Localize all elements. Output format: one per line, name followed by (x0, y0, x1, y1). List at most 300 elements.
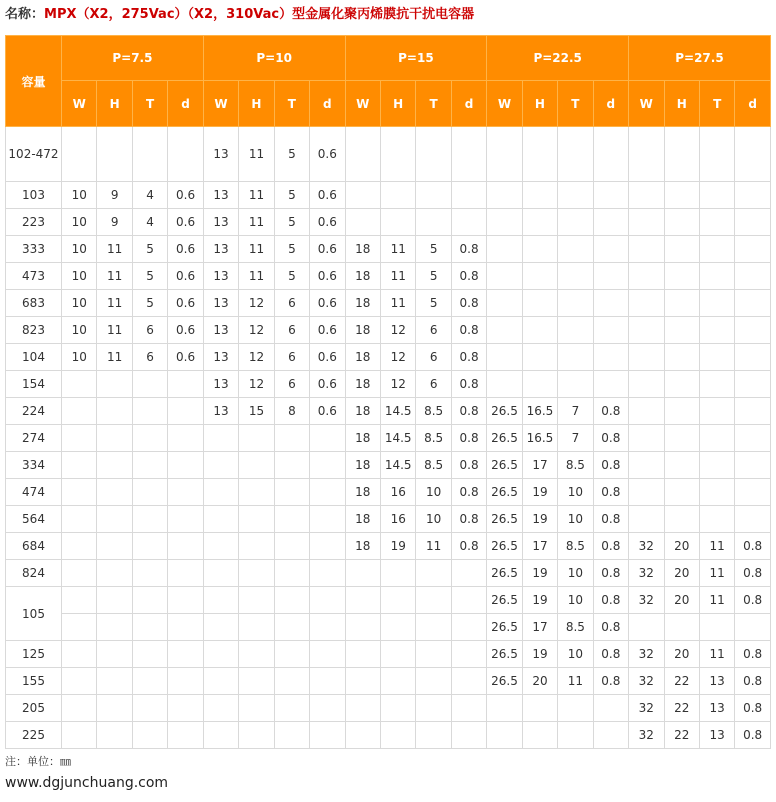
dimension-cell: 17 (522, 452, 557, 479)
dimension-cell: 12 (380, 371, 415, 398)
dimension-cell: 0.6 (168, 263, 203, 290)
table-row (6, 182, 771, 209)
dimension-cell (239, 722, 274, 749)
dimension-cell: 32 (629, 560, 664, 587)
dimension-cell (735, 263, 770, 290)
dimension-cell (239, 614, 274, 641)
dimension-cell: 4 (132, 209, 167, 236)
dimension-cell (558, 722, 593, 749)
dimension-cell (487, 127, 522, 182)
capacity-cell: 205 (6, 695, 62, 722)
dimension-cell (699, 344, 734, 371)
dimension-cell (593, 236, 628, 263)
title-label: 名称： (5, 7, 45, 22)
dimension-cell (380, 209, 415, 236)
dimension-cell (487, 290, 522, 317)
dimension-cell (62, 506, 97, 533)
dimension-cell (558, 236, 593, 263)
dimension-cell (168, 533, 203, 560)
dimension-cell: 12 (239, 371, 274, 398)
dimension-cell (664, 398, 699, 425)
dimension-cell (168, 371, 203, 398)
capacity-cell: 333 (6, 236, 62, 263)
dimension-cell (62, 668, 97, 695)
dimension-cell (168, 560, 203, 587)
dimension-cell: 32 (629, 668, 664, 695)
dimension-cell (274, 479, 309, 506)
dimension-cell: 12 (380, 344, 415, 371)
capacity-cell: 224 (6, 398, 62, 425)
dimension-cell: 0.8 (451, 371, 486, 398)
capacity-cell: 223 (6, 209, 62, 236)
dimension-cell (522, 263, 557, 290)
dimension-cell: 11 (380, 290, 415, 317)
dimension-cell (487, 182, 522, 209)
dimension-header: W (203, 81, 238, 127)
dimension-cell (239, 668, 274, 695)
dimension-cell: 18 (345, 452, 380, 479)
dimension-cell: 0.8 (593, 398, 628, 425)
capacity-header: 容量 (6, 36, 62, 127)
dimension-cell (451, 587, 486, 614)
dimension-cell (593, 371, 628, 398)
dimension-cell (416, 587, 451, 614)
dimension-cell (62, 614, 97, 641)
dimension-cell (451, 668, 486, 695)
dimension-cell (629, 317, 664, 344)
dimension-cell: 0.8 (451, 344, 486, 371)
dimension-cell (239, 587, 274, 614)
dimension-cell: 0.8 (451, 290, 486, 317)
dimension-cell: 8.5 (558, 533, 593, 560)
dimension-cell: 5 (274, 182, 309, 209)
dimension-cell (664, 506, 699, 533)
dimension-cell: 20 (664, 560, 699, 587)
capacity-cell: 104 (6, 344, 62, 371)
dimension-cell (310, 479, 345, 506)
dimension-cell: 6 (416, 371, 451, 398)
dimension-cell: 0.6 (310, 290, 345, 317)
dimension-cell: 11 (97, 317, 132, 344)
dimension-cell: 15 (239, 398, 274, 425)
dimension-cell: 13 (203, 371, 238, 398)
dimension-cell (239, 506, 274, 533)
dimension-cell (735, 371, 770, 398)
dimension-cell: 6 (274, 290, 309, 317)
pitch-group-header: P=7.5 (62, 36, 204, 81)
dimension-cell (345, 127, 380, 182)
dimension-cell (345, 587, 380, 614)
dimension-cell (62, 127, 97, 182)
dimension-cell (522, 236, 557, 263)
dimension-cell: 0.6 (168, 182, 203, 209)
dimension-cell: 26.5 (487, 668, 522, 695)
spec-table-body (6, 127, 771, 749)
dimension-cell: 6 (416, 317, 451, 344)
dimension-cell (62, 452, 97, 479)
dimension-cell (699, 479, 734, 506)
dimension-header: H (97, 81, 132, 127)
dimension-cell: 14.5 (380, 425, 415, 452)
dimension-cell: 0.8 (593, 587, 628, 614)
dimension-cell: 11 (97, 344, 132, 371)
dimension-cell (629, 263, 664, 290)
dimension-cell: 19 (522, 587, 557, 614)
dimension-cell: 19 (522, 506, 557, 533)
dimension-cell (699, 371, 734, 398)
dimension-cell: 8 (274, 398, 309, 425)
dimension-cell: 0.6 (310, 127, 345, 182)
dimension-cell (274, 695, 309, 722)
dimension-cell (380, 668, 415, 695)
dimension-cell (345, 641, 380, 668)
dimension-cell (203, 425, 238, 452)
dimension-cell (593, 290, 628, 317)
dimension-cell (380, 127, 415, 182)
dimension-cell (735, 127, 770, 182)
dimension-header: d (451, 81, 486, 127)
capacity-cell: 274 (6, 425, 62, 452)
dimension-cell (203, 506, 238, 533)
capacity-cell: 105 (6, 587, 62, 641)
dimension-cell: 10 (558, 587, 593, 614)
dimension-cell: 14.5 (380, 398, 415, 425)
dimension-cell (132, 479, 167, 506)
dimension-cell: 10 (558, 560, 593, 587)
capacity-cell: 102-472 (6, 127, 62, 182)
dimension-cell (380, 722, 415, 749)
dimension-cell: 18 (345, 371, 380, 398)
dimension-cell (487, 722, 522, 749)
dimension-cell (62, 425, 97, 452)
dimension-cell (132, 587, 167, 614)
dimension-cell: 18 (345, 479, 380, 506)
dimension-cell (168, 587, 203, 614)
dimension-header: H (664, 81, 699, 127)
dimension-cell (487, 236, 522, 263)
dimension-cell: 0.8 (451, 425, 486, 452)
dimension-cell (593, 127, 628, 182)
dimension-cell (699, 317, 734, 344)
dimension-cell (451, 209, 486, 236)
dimension-cell (629, 506, 664, 533)
dimension-cell: 0.6 (168, 209, 203, 236)
dimension-cell (62, 560, 97, 587)
dimension-cell (274, 560, 309, 587)
dimension-cell (310, 425, 345, 452)
dimension-cell (203, 533, 238, 560)
pitch-group-header: P=27.5 (629, 36, 771, 81)
dimension-cell (699, 236, 734, 263)
dimension-cell (451, 614, 486, 641)
dimension-cell: 18 (345, 506, 380, 533)
dimension-cell (345, 614, 380, 641)
dimension-header: W (487, 81, 522, 127)
dimension-cell: 6 (132, 344, 167, 371)
dimension-cell (664, 290, 699, 317)
dimension-cell: 11 (97, 263, 132, 290)
dimension-cell (239, 452, 274, 479)
dimension-cell (132, 452, 167, 479)
dimension-cell (239, 695, 274, 722)
dimension-cell: 18 (345, 263, 380, 290)
dimension-cell: 0.8 (735, 722, 770, 749)
table-row (6, 614, 771, 641)
dimension-cell: 0.6 (310, 236, 345, 263)
dimension-cell (629, 398, 664, 425)
dimension-cell: 10 (416, 479, 451, 506)
dimension-cell (522, 209, 557, 236)
dimension-cell: 0.6 (168, 344, 203, 371)
dimension-cell (629, 182, 664, 209)
dimension-cell: 0.8 (735, 560, 770, 587)
dimension-cell: 0.8 (593, 560, 628, 587)
dimension-cell: 0.6 (168, 236, 203, 263)
dimension-cell (310, 668, 345, 695)
dimension-cell (629, 371, 664, 398)
dimension-cell (558, 371, 593, 398)
dimension-cell (97, 641, 132, 668)
dimension-cell: 6 (274, 371, 309, 398)
dimension-header: d (168, 81, 203, 127)
dimension-cell: 10 (416, 506, 451, 533)
dimension-cell (345, 722, 380, 749)
dimension-cell: 0.8 (593, 668, 628, 695)
dimension-cell: 16.5 (522, 425, 557, 452)
dimension-cell: 0.8 (735, 641, 770, 668)
dimension-cell (168, 506, 203, 533)
dimension-cell (664, 425, 699, 452)
table-row (6, 371, 771, 398)
dimension-cell (558, 695, 593, 722)
dimension-cell: 26.5 (487, 506, 522, 533)
dimension-cell: 5 (132, 263, 167, 290)
dimension-cell (416, 614, 451, 641)
dimension-cell (593, 344, 628, 371)
dimension-cell: 18 (345, 398, 380, 425)
dimension-cell (593, 209, 628, 236)
dimension-cell (699, 209, 734, 236)
table-row (6, 695, 771, 722)
dimension-cell (97, 695, 132, 722)
dimension-cell (664, 371, 699, 398)
table-row (6, 587, 771, 614)
dimension-cell: 11 (380, 236, 415, 263)
dimension-cell (132, 425, 167, 452)
dimension-cell (735, 479, 770, 506)
dimension-cell: 5 (416, 263, 451, 290)
dimension-cell: 0.8 (451, 398, 486, 425)
table-row (6, 722, 771, 749)
dimension-cell (274, 614, 309, 641)
dimension-cell: 0.6 (310, 371, 345, 398)
dimension-cell (735, 614, 770, 641)
dimension-cell: 10 (62, 317, 97, 344)
table-row (6, 668, 771, 695)
dimension-header: T (132, 81, 167, 127)
page-title (5, 7, 474, 23)
dimension-cell (274, 506, 309, 533)
dimension-cell (451, 560, 486, 587)
dimension-cell (310, 695, 345, 722)
dimension-cell: 18 (345, 317, 380, 344)
dimension-cell (274, 425, 309, 452)
table-row (6, 560, 771, 587)
dimension-cell (558, 263, 593, 290)
capacity-cell: 225 (6, 722, 62, 749)
dimension-cell (239, 425, 274, 452)
dimension-cell: 0.6 (310, 398, 345, 425)
dimension-cell: 18 (345, 425, 380, 452)
dimension-cell (735, 398, 770, 425)
dimension-cell: 11 (380, 263, 415, 290)
table-row (6, 533, 771, 560)
dimension-cell (62, 641, 97, 668)
dimension-cell: 10 (62, 209, 97, 236)
dimension-cell (168, 641, 203, 668)
dimension-cell (97, 506, 132, 533)
dimension-cell (416, 668, 451, 695)
dimension-cell (664, 209, 699, 236)
dimension-cell (593, 263, 628, 290)
dimension-cell (735, 506, 770, 533)
dimension-cell (487, 695, 522, 722)
footer-url[interactable]: www.dgjunchuang.com (5, 775, 169, 791)
dimension-cell (310, 641, 345, 668)
dimension-cell (629, 236, 664, 263)
dimension-cell: 20 (664, 533, 699, 560)
title-product-name: MPX（X2，275Vac）（X2，310Vac）型金属化聚丙烯膜抗干扰电容器 (44, 7, 475, 22)
dimension-cell (522, 344, 557, 371)
dimension-cell: 13 (203, 263, 238, 290)
dimension-cell: 9 (97, 209, 132, 236)
dimension-cell: 12 (239, 290, 274, 317)
table-row (6, 479, 771, 506)
dimension-cell (451, 127, 486, 182)
dimension-cell: 16 (380, 479, 415, 506)
dimension-cell: 13 (203, 290, 238, 317)
dimension-cell (345, 209, 380, 236)
dimension-cell (203, 722, 238, 749)
dimension-cell (97, 398, 132, 425)
dimension-header: d (310, 81, 345, 127)
dimension-header: H (380, 81, 415, 127)
dimension-cell (310, 722, 345, 749)
dimension-cell: 18 (345, 533, 380, 560)
dimension-cell (97, 722, 132, 749)
table-row (6, 452, 771, 479)
dimension-cell: 26.5 (487, 452, 522, 479)
dimension-cell: 12 (380, 317, 415, 344)
dimension-cell (345, 182, 380, 209)
dimension-cell: 26.5 (487, 614, 522, 641)
dimension-cell (132, 506, 167, 533)
dimension-cell: 18 (345, 236, 380, 263)
dimension-header: W (345, 81, 380, 127)
dimension-cell (132, 127, 167, 182)
dimension-cell: 0.8 (451, 533, 486, 560)
dimension-cell (132, 695, 167, 722)
dimension-cell: 8.5 (558, 452, 593, 479)
dimension-cell (593, 695, 628, 722)
dimension-cell (558, 209, 593, 236)
dimension-cell: 13 (699, 695, 734, 722)
dimension-cell: 4 (132, 182, 167, 209)
dimension-cell (203, 560, 238, 587)
dimension-cell (487, 371, 522, 398)
table-row (6, 290, 771, 317)
dimension-cell (380, 587, 415, 614)
dimension-cell: 11 (239, 209, 274, 236)
pitch-group-header: P=22.5 (487, 36, 629, 81)
dimension-cell: 6 (274, 344, 309, 371)
dimension-cell: 0.8 (735, 533, 770, 560)
dimension-cell: 0.6 (168, 317, 203, 344)
dimension-cell: 0.8 (593, 506, 628, 533)
dimension-cell (522, 290, 557, 317)
capacity-cell: 684 (6, 533, 62, 560)
dimension-cell: 5 (274, 263, 309, 290)
dimension-cell (664, 344, 699, 371)
dimension-cell: 0.8 (451, 317, 486, 344)
unit-note: 注：单位：㎜ (5, 755, 71, 768)
dimension-cell (699, 398, 734, 425)
dimension-cell (203, 668, 238, 695)
dimension-cell (310, 614, 345, 641)
dimension-cell (62, 722, 97, 749)
dimension-cell (522, 722, 557, 749)
dimension-cell (735, 209, 770, 236)
dimension-cell: 0.6 (310, 182, 345, 209)
dimension-cell (168, 127, 203, 182)
dimension-cell: 10 (558, 641, 593, 668)
dimension-cell (629, 127, 664, 182)
dimension-cell (629, 209, 664, 236)
dimension-cell (664, 479, 699, 506)
dimension-cell (558, 344, 593, 371)
dimension-cell (97, 560, 132, 587)
dimension-cell: 19 (522, 641, 557, 668)
dimension-cell: 5 (274, 127, 309, 182)
dimension-cell: 0.8 (593, 641, 628, 668)
dimension-cell: 0.8 (451, 452, 486, 479)
pitch-group-header: P=15 (345, 36, 487, 81)
dimension-cell: 9 (97, 182, 132, 209)
dimension-cell: 0.8 (593, 614, 628, 641)
dimension-cell: 16.5 (522, 398, 557, 425)
dimension-cell (274, 452, 309, 479)
dimension-cell (380, 641, 415, 668)
table-row (6, 263, 771, 290)
dimension-cell: 26.5 (487, 560, 522, 587)
dimension-cell (132, 641, 167, 668)
dimension-cell: 13 (203, 236, 238, 263)
dimension-cell (664, 182, 699, 209)
dimension-cell: 13 (203, 344, 238, 371)
dimension-cell (699, 127, 734, 182)
dimension-cell (168, 614, 203, 641)
dimension-cell (664, 317, 699, 344)
dimension-cell (451, 182, 486, 209)
dimension-cell (168, 668, 203, 695)
dimension-cell (522, 371, 557, 398)
table-row (6, 641, 771, 668)
dimension-cell: 11 (239, 263, 274, 290)
dimension-cell: 0.6 (168, 290, 203, 317)
dimension-cell: 10 (558, 506, 593, 533)
dimension-cell: 0.8 (451, 236, 486, 263)
dimension-cell (451, 641, 486, 668)
